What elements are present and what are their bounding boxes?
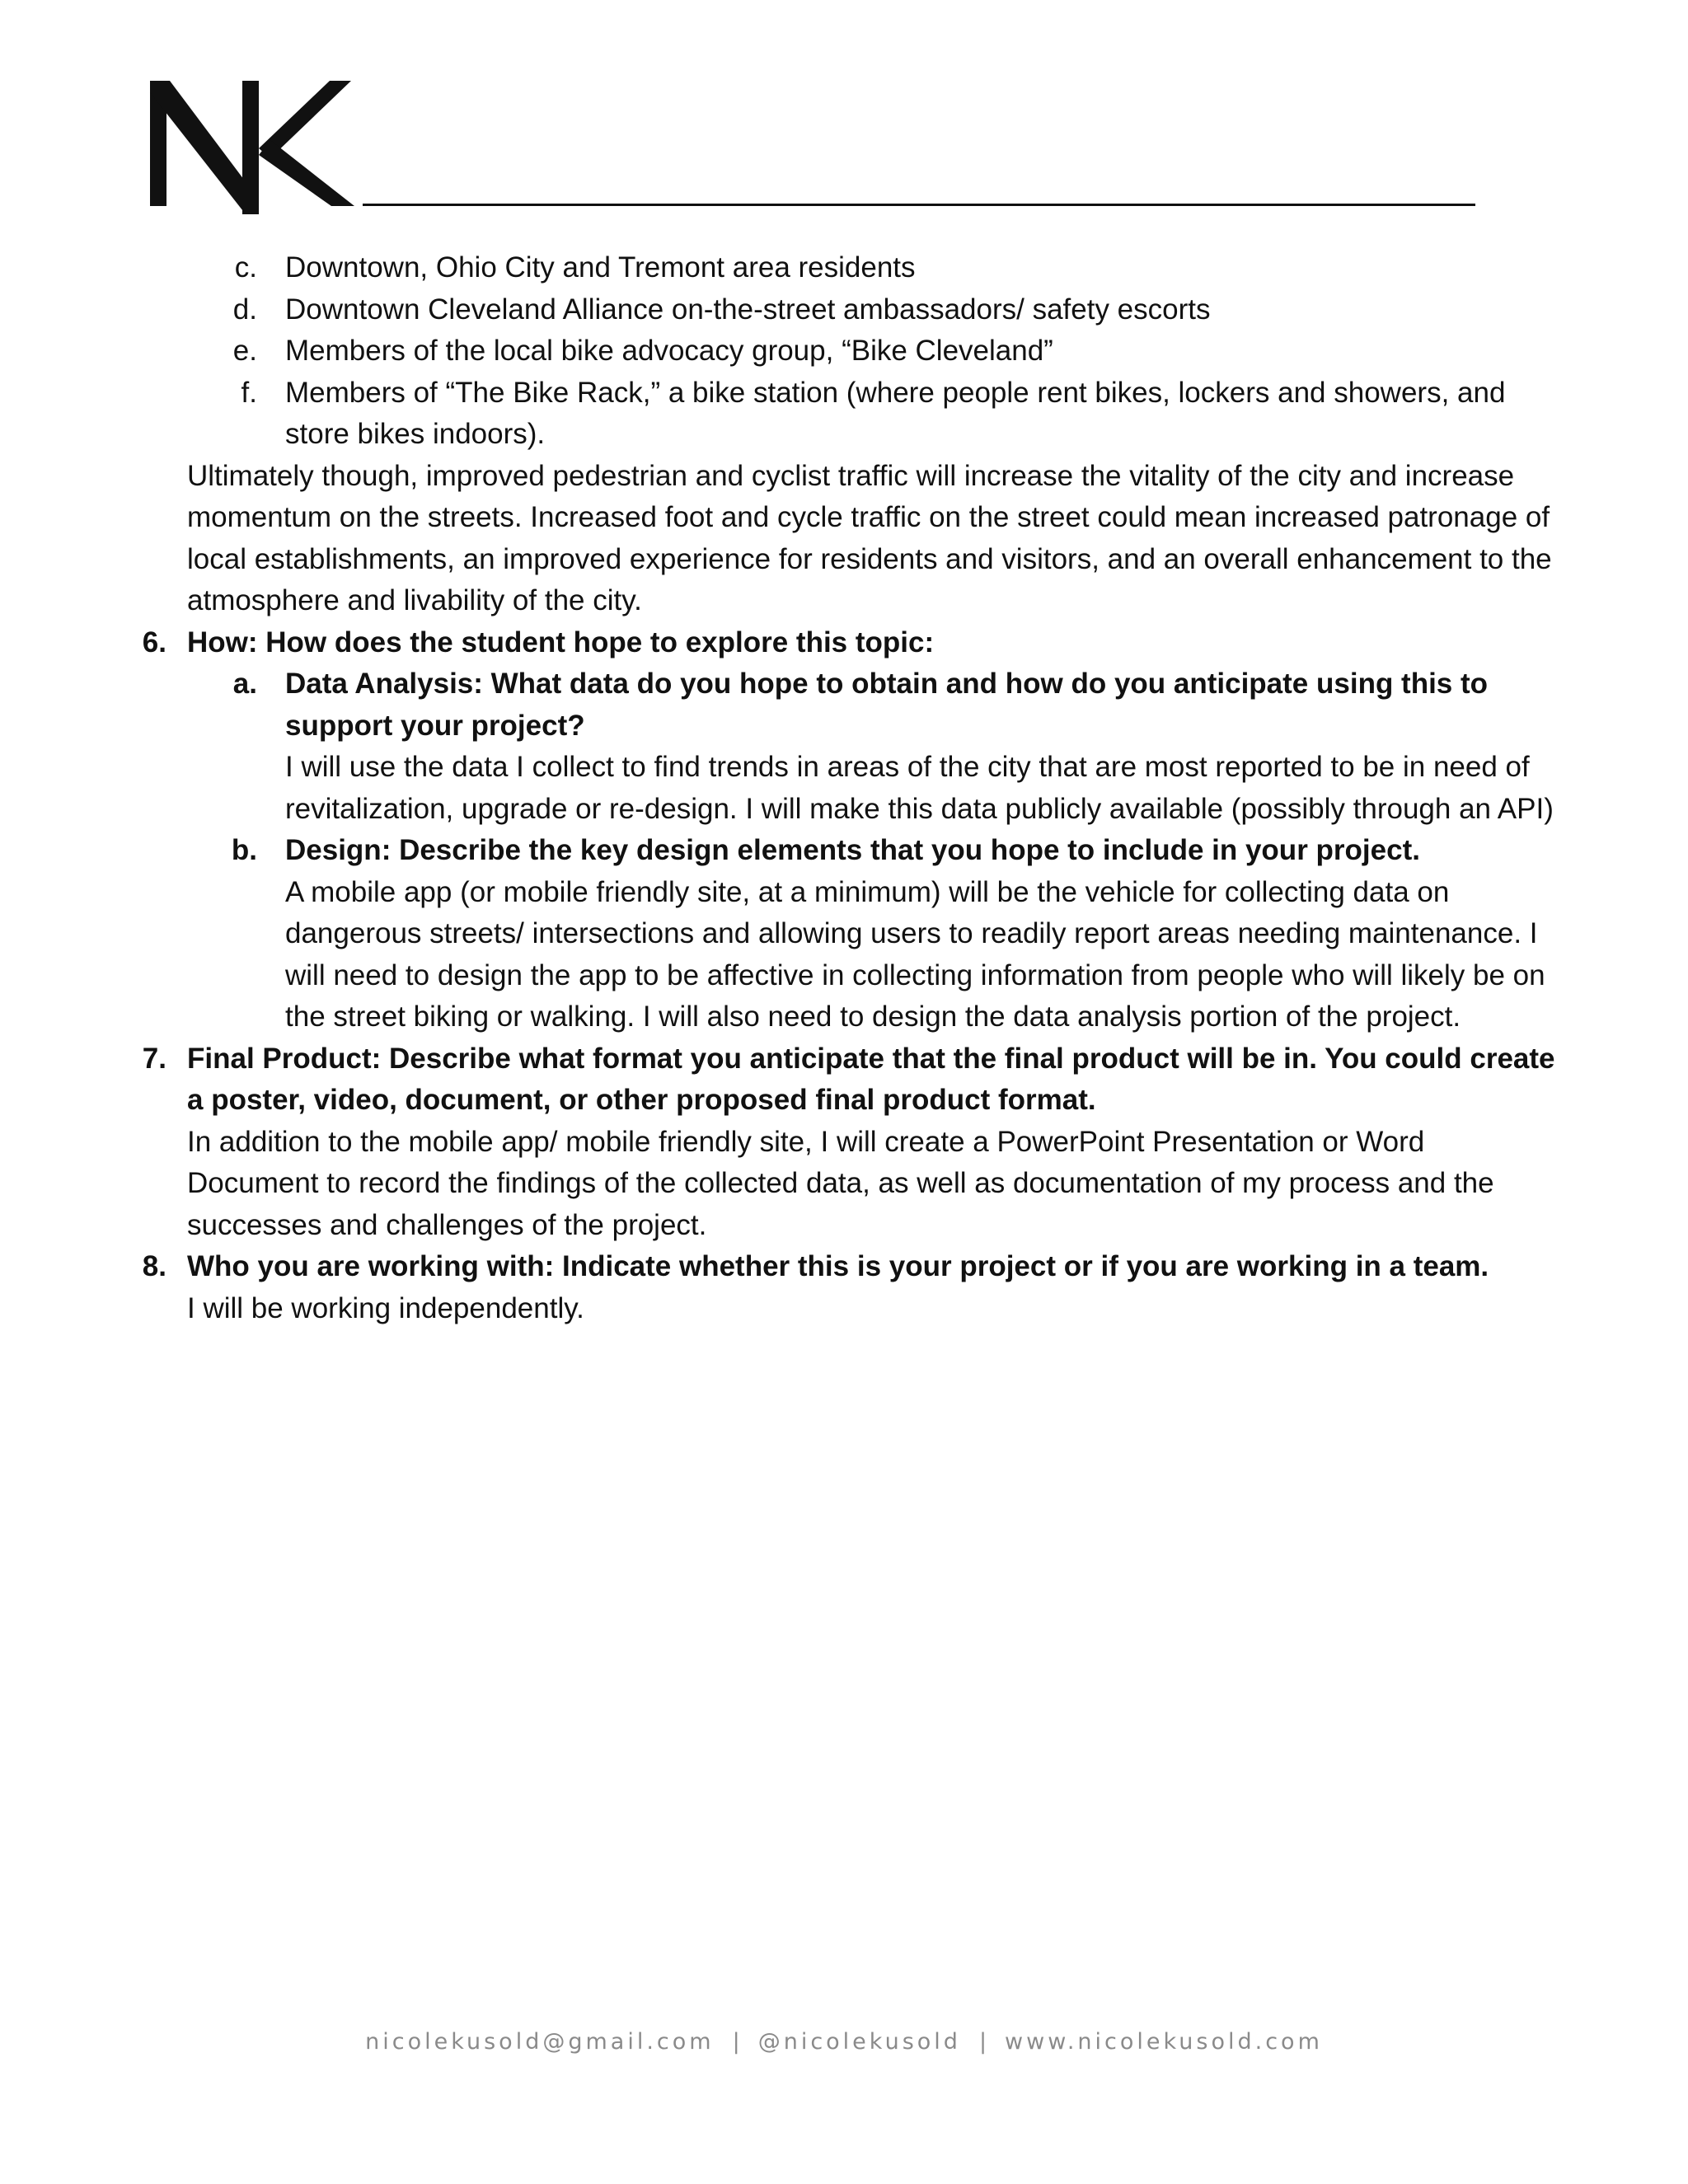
list-item [0, 247, 1688, 289]
list-item [0, 289, 1688, 331]
section-heading: How: How does the student hope to explore this topic: [187, 626, 935, 658]
list-item-text: Downtown, Ohio City and Tremont area residents [285, 251, 916, 284]
footer-separator: | [732, 2029, 740, 2055]
header-rule [363, 204, 1475, 206]
nk-logo [147, 76, 358, 214]
section-6b [0, 830, 1688, 872]
footer [0, 2029, 1688, 2055]
list-item [0, 330, 1688, 373]
list-marker: d. [232, 293, 257, 326]
section-body: In addition to the mobile app/ mobile friendly site, I will create a PowerPoint Presentation or Word Document to record the findings of the collected data, as well as documentation of my process and the successes and challenges of the project. [187, 1125, 1494, 1241]
section-7 [0, 1038, 1688, 1122]
list-marker: c. [234, 251, 257, 284]
document-body [0, 247, 1688, 1329]
footer-separator: | [978, 2029, 987, 2055]
subsection-body: I will use the data I collect to find trends in areas of the city that are most reported to be in need of revitalization, upgrade or re-design. I will make this data publicly available (possibly through an API) [285, 751, 1554, 825]
section-heading: Who you are working with: Indicate whether this is your project or if you are working in a team. [187, 1250, 1489, 1282]
section-number: 7. [142, 1042, 166, 1075]
subsection-marker: a. [232, 668, 257, 700]
list-item-text: Members of “The Bike Rack,” a bike station (where people rent bikes, lockers and showers, and store bikes indoors). [285, 376, 1506, 450]
footer-website[interactable]: www.nicolekusold.com [1005, 2029, 1323, 2055]
subsection-body: A mobile app (or mobile friendly site, at a minimum) will be the vehicle for collecting data on dangerous streets/ intersections and allowing users to readily report areas needing maintenance. I will need to design the app to be affective in collecting information from people who will likely be on the street biking or walking. I will also need to design the data analysis portion of the project. [285, 875, 1545, 1033]
footer-handle[interactable]: @nicolekusold [757, 2029, 961, 2055]
list-marker: f. [241, 376, 257, 409]
section-6a [0, 663, 1688, 747]
section-heading: Final Product: Describe what format you anticipate that the final product will be in. You could create a poster, video, document, or other proposed final product format. [187, 1042, 1555, 1116]
list-item-text: Members of the local bike advocacy group, “Bike Cleveland” [285, 335, 1053, 367]
subsection-heading: Design: Describe the key design elements that you hope to include in your project. [285, 834, 1420, 866]
section-6 [0, 622, 1688, 664]
section-body: I will be working independently. [187, 1291, 584, 1324]
footer-email[interactable]: nicolekusold@gmail.com [365, 2029, 715, 2055]
section-8 [0, 1246, 1688, 1288]
list-item-text: Downtown Cleveland Alliance on-the-street ambassadors/ safety escorts [285, 293, 1211, 326]
section-number: 6. [142, 626, 166, 658]
subsection-heading: Data Analysis: What data do you hope to obtain and how do you anticipate using this to support your project? [285, 668, 1489, 742]
section-number: 8. [142, 1250, 166, 1282]
list-marker: e. [232, 335, 257, 367]
list-item [0, 373, 1688, 456]
subsection-marker: b. [231, 834, 257, 866]
item5-paragraph: Ultimately though, improved pedestrian and cyclist traffic will increase the vitality of the city and increase momentum on the streets. Increased foot and cycle traffic on the street could mean increased patronage of local establishments, an improved experience for residents and visitors, and an overall enhancement to the atmosphere and livability of the city. [187, 459, 1552, 616]
